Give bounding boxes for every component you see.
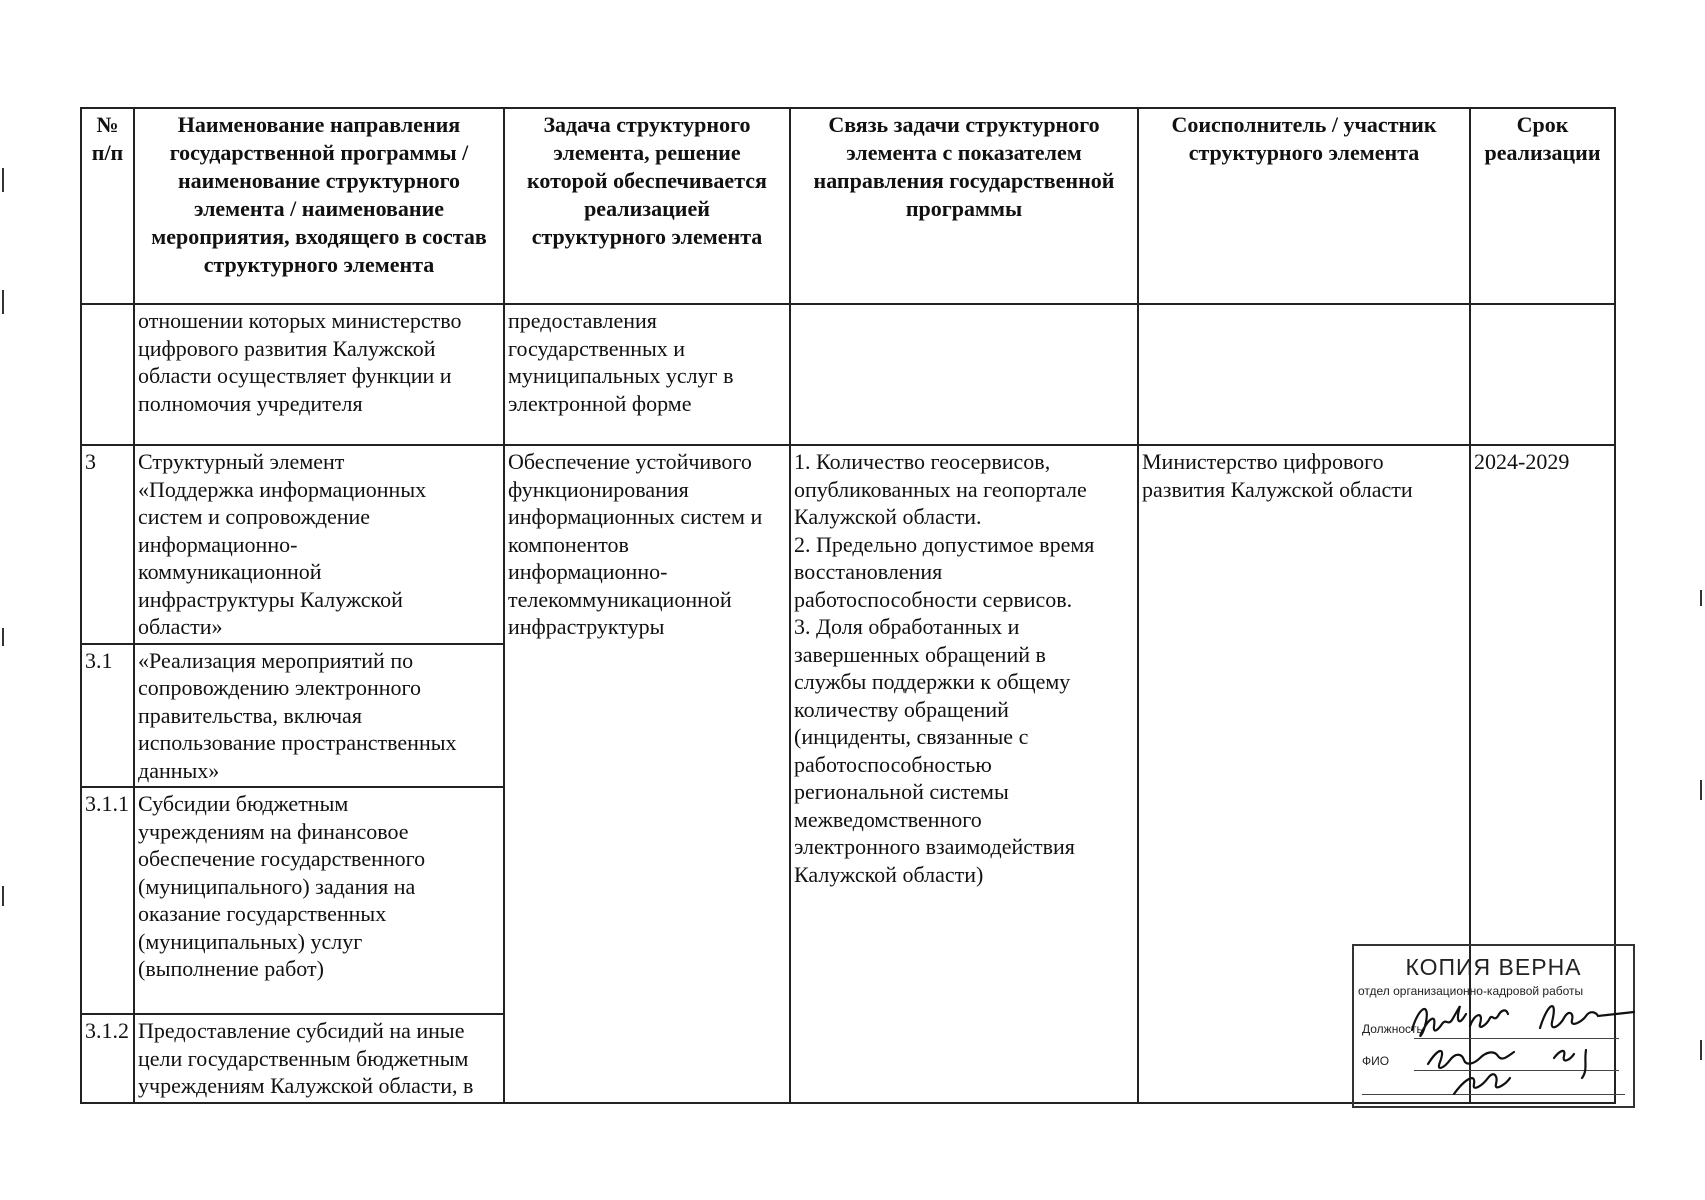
scan-mark (2, 628, 4, 646)
header-task: Задача структурного элемента, решение которой обеспечивается реализацией структурного элемента (504, 108, 790, 304)
scan-mark (2, 886, 4, 906)
table-header-row (81, 108, 1615, 304)
cell-name: «Реализация мероприятий по сопровождению электронного правительства, включая использование пространственных данных» (134, 644, 504, 788)
header-term: Срок реализации (1470, 108, 1615, 304)
cell-task: предоставления государственных и муниципальных услуг в электронной форме (504, 304, 790, 445)
stamp-title: КОПИЯ ВЕРНА (1405, 954, 1582, 980)
cell-name: Предоставление субсидий на иные цели государственным бюджетным учреждениям Калужской области, в (134, 1014, 504, 1103)
cell-name: Субсидии бюджетным учреждениям на финансовое обеспечение государственного (муниципального) задания на оказание государственных (муниципальных) услуг (выполнение работ) (134, 787, 504, 1014)
header-exec: Соисполнитель / участник структурного элемента (1138, 108, 1470, 304)
scan-mark (2, 168, 4, 192)
certification-stamp (1352, 944, 1635, 1108)
cell-num: 3.1.2 (81, 1014, 134, 1103)
cell-name: Структурный элемент «Поддержка информационных систем и сопровождение информационно- коммуникационной инфраструктуры Калужской области» (134, 445, 504, 644)
header-num: № п/п (81, 108, 134, 304)
table-row (81, 445, 1615, 644)
scan-mark (1700, 590, 1702, 606)
scan-mark (2, 290, 4, 314)
cell-num: 3.1 (81, 644, 134, 788)
cell-term: 2024-2029 (1470, 445, 1615, 1103)
cell-task: Обеспечение устойчивого функционирования информационных систем и компонентов информационно- телекоммуникационной инфраструктуры (504, 445, 790, 1103)
scan-mark (1700, 1040, 1702, 1060)
cell-num: 3 (81, 445, 134, 644)
cell-name: отношении которых министерство цифрового развития Калужской области осуществляет функции и полномочия учредителя (134, 304, 504, 445)
cell-num: 3.1.1 (81, 787, 134, 1014)
scan-mark (1700, 780, 1702, 800)
stamp-position-label: Должность (1362, 1022, 1423, 1036)
cell-link (790, 304, 1138, 445)
header-link: Связь задачи структурного элемента с показателем направления государственной программы (790, 108, 1138, 304)
handwritten-signature (1354, 946, 1674, 1116)
cell-link: 1. Количество геосервисов, опубликованных на геопортале Калужской области. 2. Предельно допустимое время восстановления работоспособности сервисов. 3. Доля обработанных и завершенных обращений в службы поддержки к общему количеству обращений (инциденты, связанные с работоспособностью региональной системы межведомственного электронного взаимодействия Калужской области) (790, 445, 1138, 1103)
cell-exec (1138, 304, 1470, 445)
table-row (81, 304, 1615, 445)
header-name: Наименование направления государственной программы / наименование структурного элемента / наименование мероприятия, входящего в состав структурного элемента (134, 108, 504, 304)
stamp-department: отдел организационно-кадровой работы (1358, 984, 1584, 998)
cell-num (81, 304, 134, 445)
stamp-fio-label: ФИО (1362, 1054, 1390, 1068)
cell-exec: Министерство цифрового развития Калужской области (1138, 445, 1470, 1103)
cell-term (1470, 304, 1615, 445)
